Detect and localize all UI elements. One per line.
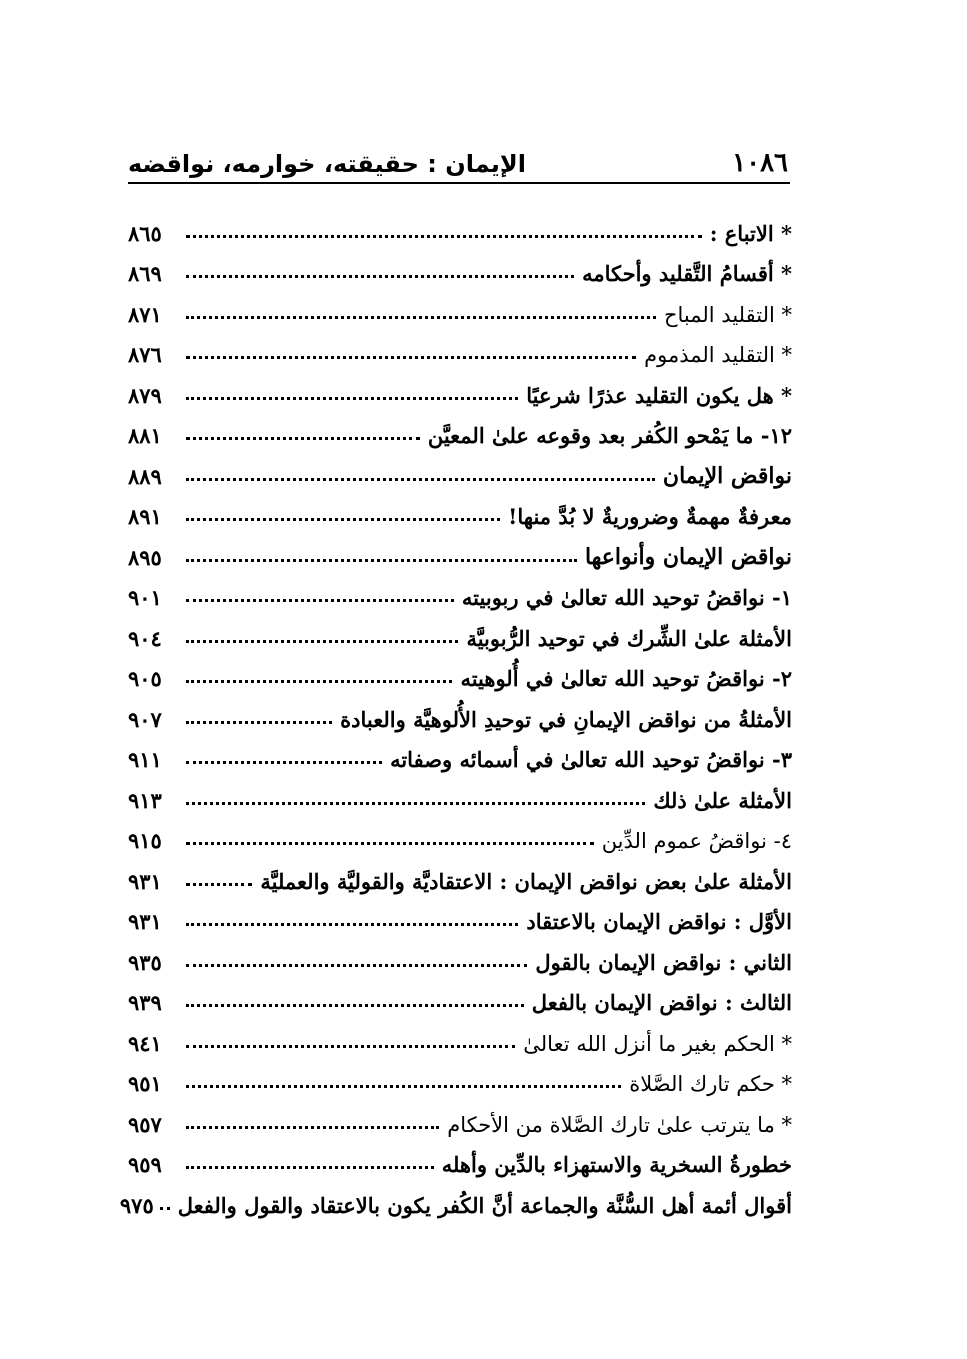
toc-leader-dots: [186, 1085, 621, 1088]
toc-leader-dots: [160, 1207, 170, 1210]
toc-leader-dots: [186, 640, 458, 643]
toc-entry: [128, 1096, 792, 1137]
toc-entry-page: ٨٧١: [128, 301, 162, 327]
toc-entry: [128, 894, 792, 935]
toc-entry-title: معرفةٌ مهمةٌ وضروريةٌ لا بُدَّ منها!: [508, 504, 792, 529]
toc-entry-title: * الحكم بغير ما أنزل الله تعالىٰ: [523, 1031, 792, 1056]
toc-leader-dots: [186, 316, 656, 319]
toc-entry-page: ٨٨٩: [128, 463, 162, 489]
toc-entry-title: ١- نواقضُ توحيد الله تعالىٰ في ربوبيته: [461, 585, 792, 610]
toc-leader-dots: [186, 923, 518, 926]
toc-entry-page: ٩١١: [128, 747, 162, 772]
toc-entry-title: ١٢- ما يَمْحو الكُفر بعد وقوعه علىٰ المعيَّن: [427, 423, 792, 448]
toc-entry-title: الأمثلة علىٰ الشِّرك في توحيد الرُّبوبيَّة: [466, 625, 792, 651]
toc-leader-dots: [186, 235, 702, 238]
toc-entry-title: أقوال أئمة أهل السُّنَّة والجماعة أنَّ الكُفر يكون بالاعتقاد والقول والفعل: [177, 1192, 792, 1218]
toc-entry-title: ٣- نواقضُ توحيد الله تعالىٰ في أسمائه وصفاته: [390, 747, 792, 772]
toc-entry-title: نواقض الإيمان وأنواعها: [584, 543, 792, 570]
toc-entry-page: ٩٠١: [128, 585, 162, 610]
table-of-contents: [119, 205, 792, 1218]
toc-entry: [128, 327, 792, 368]
toc-entry-title: * الاتباع :: [709, 220, 792, 246]
toc-leader-dots: [186, 397, 518, 400]
toc-leader-dots: [186, 478, 655, 481]
toc-entry-title: نواقض الإيمان: [662, 462, 792, 489]
toc-entry-page: ٩٤١: [128, 1030, 162, 1056]
toc-leader-dots: [186, 1166, 434, 1169]
toc-entry-title: * التقليد المباح: [663, 302, 792, 327]
toc-entry-page: ٩٠٤: [128, 625, 162, 651]
toc-entry-title: الأوَّل : نواقض الإيمان بالاعتقاد: [526, 909, 792, 934]
toc-entry-page: ٩٠٧: [128, 706, 162, 732]
toc-entry-title: * أقسامُ التَّقليد وأحكامه: [582, 261, 792, 286]
toc-entry: [128, 813, 792, 854]
toc-entry-page: ٩٣١: [128, 909, 162, 934]
toc-entry-page: ٩٣١: [128, 868, 162, 894]
toc-leader-dots: [186, 559, 577, 562]
toc-entry-title: ٢- نواقضُ توحيد الله تعالىٰ في أُلوهيته: [460, 666, 792, 691]
toc-entry: [128, 286, 792, 327]
toc-entry-page: ٩١٥: [128, 828, 162, 853]
toc-leader-dots: [186, 599, 454, 602]
toc-entry-page: ٩٣٥: [128, 949, 162, 975]
toc-leader-dots: [186, 437, 420, 440]
toc-entry: [128, 246, 792, 287]
toc-entry: [128, 205, 792, 246]
toc-entry-title: * ما يترتب علىٰ تارك الصَّلاة من الأحكام: [447, 1112, 792, 1137]
toc-entry: [128, 1015, 792, 1056]
toc-leader-dots: [186, 356, 636, 359]
toc-leader-dots: [186, 883, 252, 886]
toc-entry-page: ٨٨١: [128, 423, 162, 448]
toc-entry-title: ٤- نواقضُ عموم الدِّين: [601, 829, 792, 853]
toc-entry: [128, 1056, 792, 1097]
toc-entry-title: * حكم تارك الصَّلاة: [629, 1072, 792, 1096]
toc-entry: [119, 1177, 792, 1218]
header-rule: [128, 182, 790, 184]
toc-entry-page: ٨٦٩: [128, 261, 162, 286]
toc-entry: [128, 934, 792, 975]
toc-entry-page: ٨٩٥: [128, 544, 162, 570]
toc-entry: [128, 651, 792, 692]
toc-entry-page: ٨٧٩: [128, 382, 162, 408]
toc-entry: [128, 772, 792, 813]
toc-entry: [128, 975, 792, 1016]
toc-leader-dots: [186, 964, 527, 967]
toc-leader-dots: [186, 761, 382, 764]
header-page-number: ١٠٨٦: [732, 148, 788, 178]
toc-entry-page: ٩٥١: [128, 1071, 162, 1096]
toc-entry-page: ٩٣٩: [128, 990, 162, 1015]
running-header: [128, 138, 788, 178]
toc-entry-title: الأمثلة علىٰ بعض نواقض الإيمان : الاعتقاديَّة والقوليَّة والعمليَّة: [260, 868, 792, 894]
toc-entry: [128, 448, 792, 489]
toc-leader-dots: [186, 518, 500, 521]
toc-entry-title: خطورةُ السخرية والاستهزاء بالدِّين وأهله: [441, 1152, 792, 1177]
toc-entry: [128, 1137, 792, 1178]
toc-entry-page: ٨٧٦: [128, 342, 162, 367]
toc-entry-page: ٩٧٥: [119, 1192, 154, 1218]
toc-entry-title: * هل يكون التقليد عذرًا شرعيًا: [526, 382, 792, 408]
toc-leader-dots: [186, 1045, 515, 1048]
toc-entry-page: ٨٩١: [128, 504, 162, 529]
toc-entry-title: الأمثلة علىٰ ذلك: [653, 787, 792, 813]
toc-entry: [128, 610, 792, 651]
toc-entry: [128, 529, 792, 570]
toc-leader-dots: [186, 680, 452, 683]
toc-entry: [128, 367, 792, 408]
toc-entry: [128, 853, 792, 894]
toc-entry-page: ٩١٣: [128, 787, 162, 813]
header-book-title: الإيمان : حقيقته، خوارمه، نواقضه: [128, 150, 526, 178]
toc-entry-title: * التقليد المذموم: [644, 343, 792, 367]
toc-entry: [128, 489, 792, 530]
toc-entry: [128, 408, 792, 449]
toc-entry: [128, 732, 792, 773]
toc-leader-dots: [186, 1126, 439, 1129]
toc-entry-title: الأمثلةُ من نواقض الإيمانِ في توحيدِ الأُلوهيَّة والعبادة: [340, 706, 792, 732]
toc-entry-title: الثالث : نواقض الإيمان بالفعل: [531, 990, 792, 1015]
toc-entry-page: ٩٠٥: [128, 666, 162, 691]
toc-leader-dots: [186, 842, 594, 845]
toc-entry: [128, 570, 792, 611]
toc-leader-dots: [186, 802, 645, 805]
toc-entry-title: الثاني : نواقض الإيمان بالقول: [535, 949, 792, 975]
toc-entry-page: ٩٥٧: [128, 1111, 162, 1137]
toc-leader-dots: [186, 721, 332, 724]
toc-entry: [128, 691, 792, 732]
toc-entry-page: ٩٥٩: [128, 1152, 162, 1177]
toc-entry-page: ٨٦٥: [128, 220, 162, 246]
toc-leader-dots: [186, 1004, 524, 1007]
toc-leader-dots: [186, 275, 574, 278]
